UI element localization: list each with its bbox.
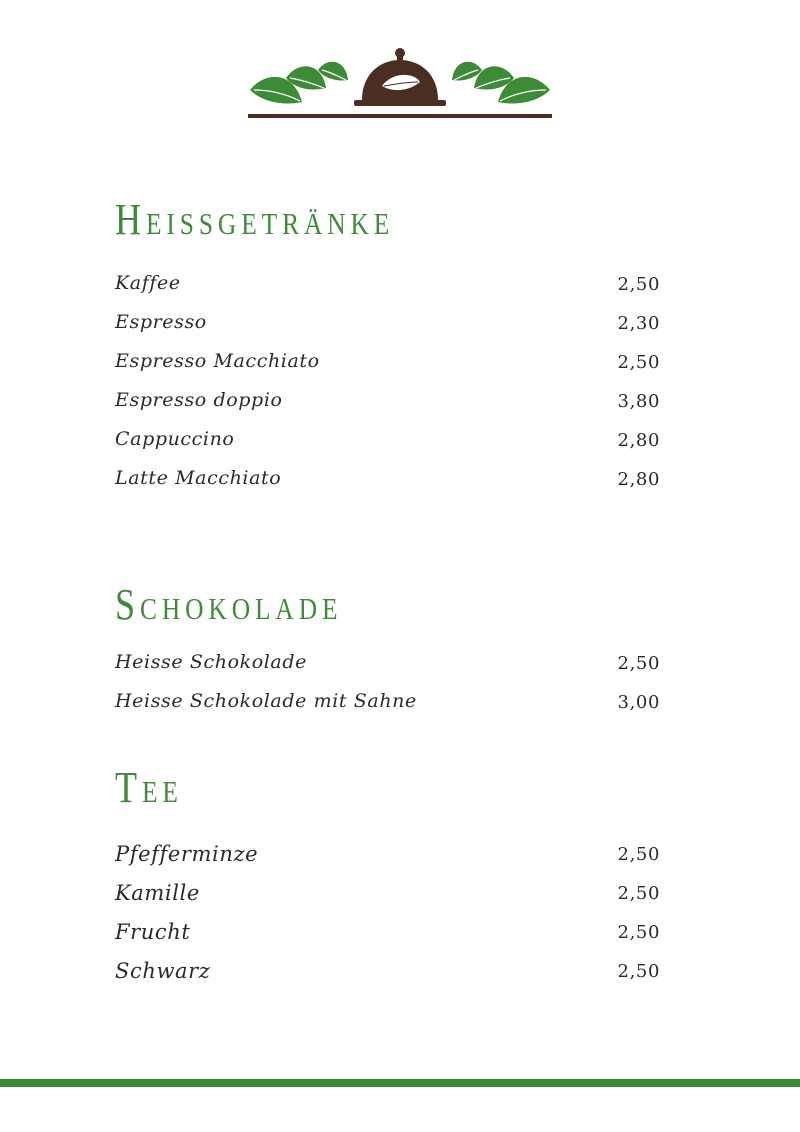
menu-item (115, 272, 660, 311)
menu-list-schokolade (115, 651, 660, 729)
item-name: Pfefferminze (115, 842, 259, 866)
menu-item (115, 350, 660, 389)
item-price: 2,50 (617, 274, 660, 295)
section-title-heissgetraenke: Heissgetränke (115, 195, 395, 244)
item-name: Kaffee (115, 272, 181, 294)
footer-divider (0, 1079, 800, 1087)
section-title-schokolade: Schokolade (115, 580, 343, 629)
menu-item (115, 467, 660, 506)
item-name: Heisse Schokolade (115, 651, 307, 673)
item-name: Schwarz (115, 959, 211, 983)
menu-list-tee (115, 842, 660, 998)
item-price: 2,50 (617, 961, 660, 982)
item-price: 2,30 (617, 313, 660, 334)
item-price: 2,50 (617, 653, 660, 674)
item-name: Espresso (115, 311, 207, 333)
menu-item (115, 389, 660, 428)
item-price: 2,50 (617, 922, 660, 943)
item-price: 2,50 (617, 844, 660, 865)
cloche-logo-icon (246, 44, 554, 124)
menu-item (115, 959, 660, 998)
menu-item (115, 651, 660, 690)
item-price: 2,50 (617, 883, 660, 904)
item-name: Heisse Schokolade mit Sahne (115, 690, 417, 712)
item-price: 3,00 (617, 692, 660, 713)
menu-item (115, 690, 660, 729)
item-price: 2,80 (617, 430, 660, 451)
menu-list-heissgetraenke (115, 272, 660, 506)
menu-item (115, 842, 660, 881)
item-name: Latte Macchiato (115, 467, 282, 489)
menu-item (115, 428, 660, 467)
menu-item (115, 881, 660, 920)
item-name: Kamille (115, 881, 200, 905)
item-name: Cappuccino (115, 428, 235, 450)
item-name: Espresso doppio (115, 389, 283, 411)
item-price: 2,50 (617, 352, 660, 373)
item-price: 2,80 (617, 469, 660, 490)
item-price: 3,80 (617, 391, 660, 412)
menu-item (115, 311, 660, 350)
section-title-tee: Tee (115, 763, 183, 812)
item-name: Frucht (115, 920, 191, 944)
item-name: Espresso Macchiato (115, 350, 320, 372)
menu-item (115, 920, 660, 959)
